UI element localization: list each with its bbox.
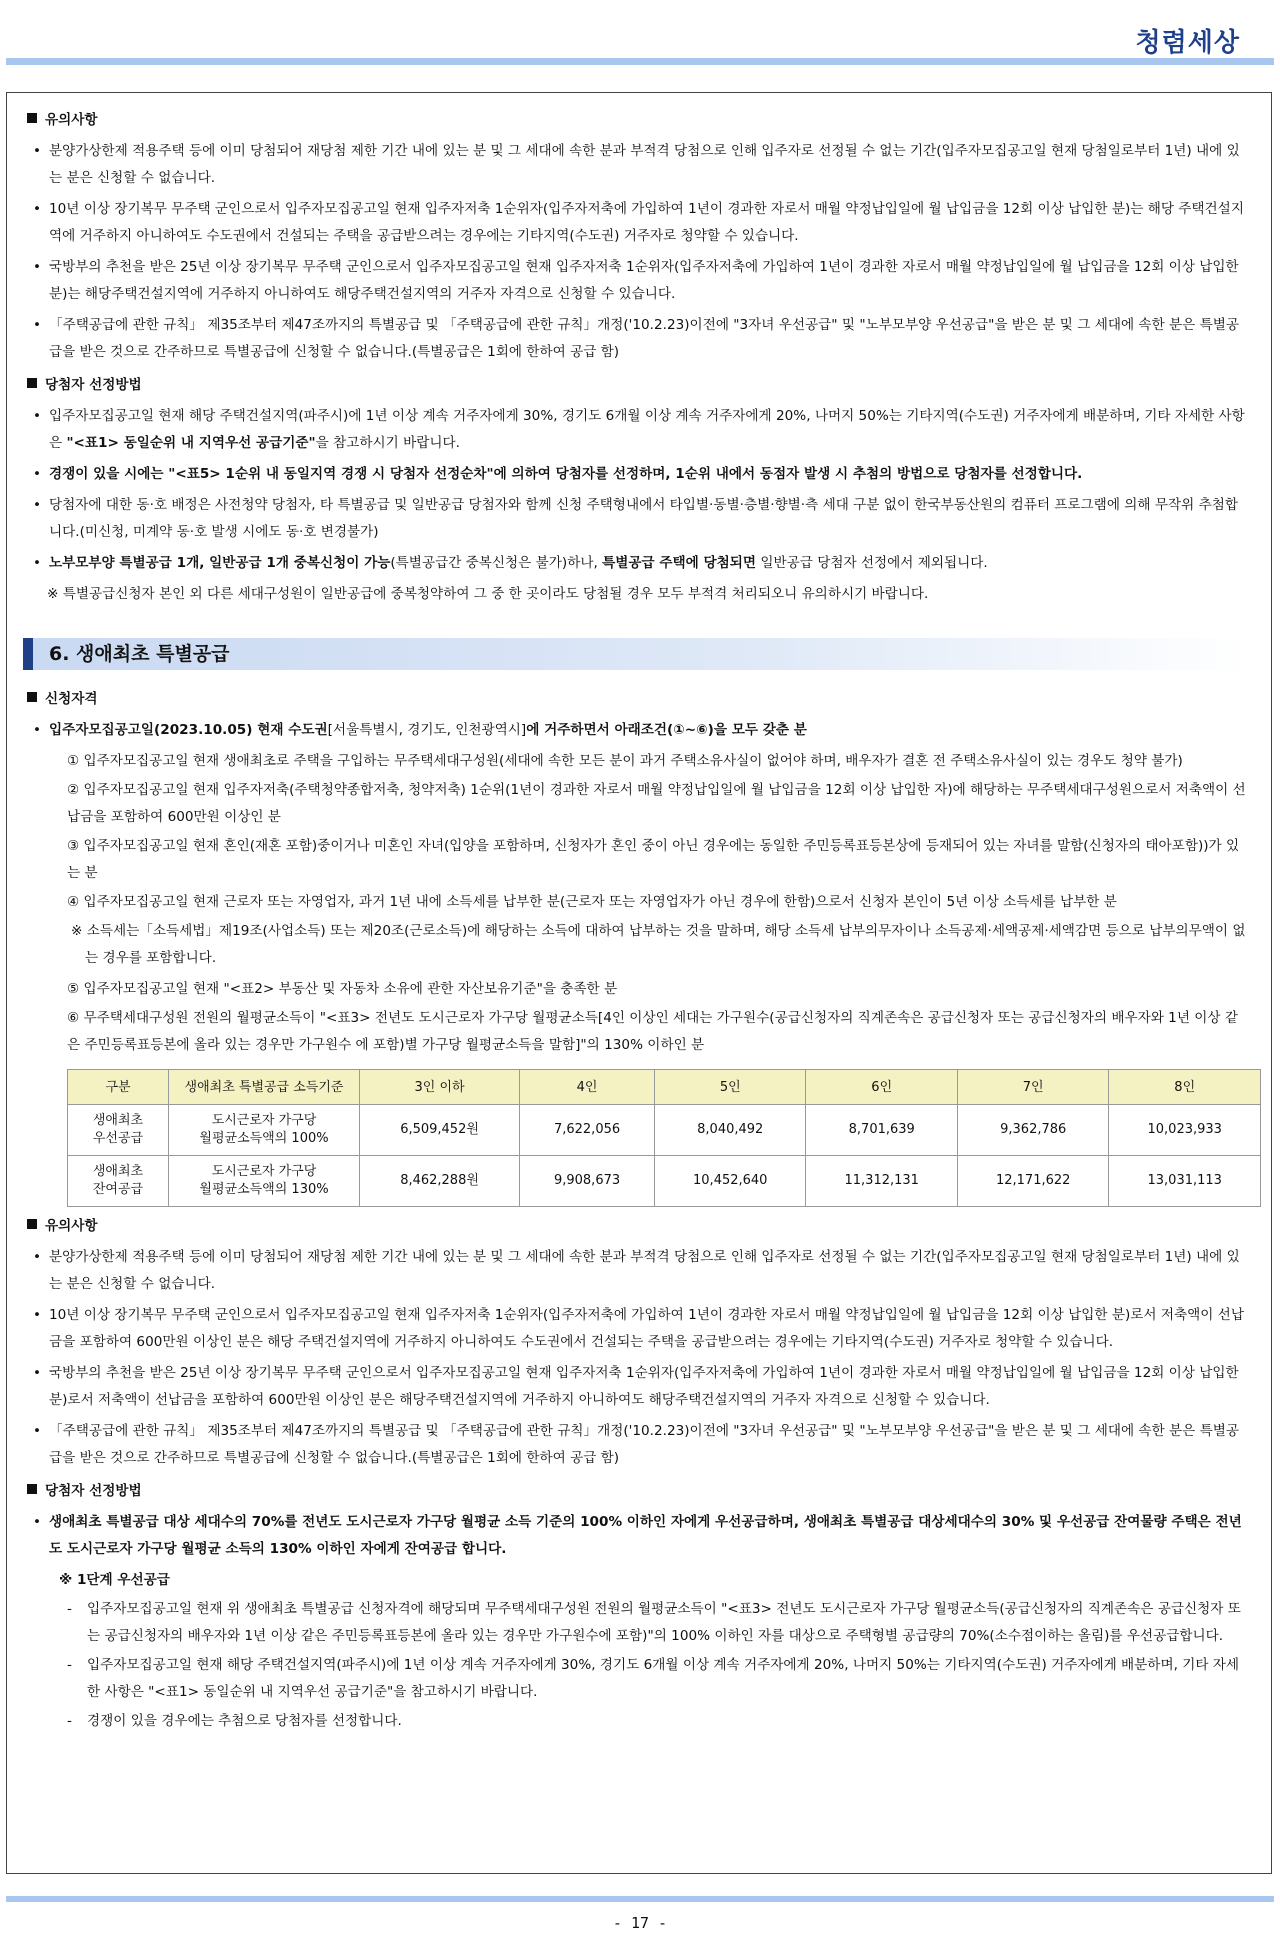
list-item: • 10년 이상 장기복무 무주택 군인으로서 입주자모집공고일 현재 입주자저축 1순위자(입주자저축에 가입하여 1년이 경과한 자로서 매월 약정납입일에 월 납입금을 12회 이상 납입한 분)로서 저축액이 선납금을 포함하여 600만원 이상인 분은 해당 주택건설지역에 거주하지 아니하여도 수도권에서 건설되는 주택을 공급받으려는 경우에는 기타지역(수도권) 거주자로 청약할 수 있습니다. [33, 1307, 1244, 1350]
list-item: • 국방부의 추천을 받은 25년 이상 장기복무 무주택 군인으로서 입주자모집공고일 현재 입주자저축 1순위자(입주자저축에 가입하여 1년이 경과한 자로서 매월 약정납입일에 월 납입금을 12회 이상 납입한 분)로서 저축액이 선납금을 포함하여 600만원 이상인 분은 해당주택건설지역에 거주하지 아니하여도 해당주택건설지역의 거주자 자격으로 신청할 수 있습니다. [33, 1365, 1239, 1408]
section-title: 당첨자 선정방법 [27, 1478, 1251, 1505]
list-item: - 입주자모집공고일 현재 해당 주택건설지역(파주시)에 1년 이상 계속 거주자에게 30%, 경기도 6개월 이상 계속 거주자에게 20%, 나머지 50%는 기타지역(수도권) 거주자에게 배분하며, 기타 자세한 사항은 "<표1> 동일순위 내 지역우선 공급기준"을 참고하시기 바랍니다. [67, 1657, 1240, 1700]
square-bullet-icon [27, 1484, 37, 1494]
header-bar [6, 58, 1274, 65]
section-heading: 6. 생애최초 특별공급 [23, 638, 1251, 670]
list-item: • 10년 이상 장기복무 무주택 군인으로서 입주자모집공고일 현재 입주자저축 1순위자(입주자저축에 가입하여 1년이 경과한 자로서 매월 약정납입일에 월 납입금을 12회 이상 납입한 분)는 해당 주택건설지역에 거주하지 아니하여도 수도권에서 건설되는 주택을 공급받으려는 경우에는 기타지역(수도권) 거주자로 청약할 수 있습니다. [33, 201, 1244, 244]
note: ※ 소득세는「소득세법」제19조(사업소득) 또는 제20조(근로소득)에 해당하는 소득에 대하여 납부하는 것을 말하며, 해당 소득세 납부의무자이나 소득공제·세액공제·세액감면 등으로 납부의무액이 없는 경우를 포함합니다. [71, 923, 1246, 966]
list-item: • 생애최초 특별공급 대상 세대수의 70%를 전년도 도시근로자 가구당 월평균 소득 기준의 100% 이하인 자에게 우선공급하며, 생애최초 특별공급 대상세대수의 30% 및 우선공급 잔여물량 주택은 전년도 도시근로자 가구당 월평균 소득의 130% 이하인 자에게 잔여공급 합니다. [33, 1514, 1242, 1557]
list-item: - 경쟁이 있을 경우에는 추첨으로 당첨자를 선정합니다. [67, 1713, 402, 1729]
section-title: 당첨자 선정방법 [27, 372, 1251, 399]
content [27, 105, 1251, 1737]
list-item: • 당첨자에 대한 동·호 배정은 사전청약 당첨자, 타 특별공급 및 일반공급 당첨자와 함께 신청 주택형내에서 타입별·동별·층별·향별·측 세대 구분 없이 한국부동산원의 컴퓨터 프로그램에 의해 무작위 추첨합니다.(미신청, 미계약 동·호 발생 시에도 동·호 변경불가) [33, 497, 1238, 540]
note: ※ 1단계 우선공급 [59, 1572, 170, 1588]
condition-item: ⑥ 무주택세대구성원 전원의 월평균소득이 "<표3> 전년도 도시근로자 가구당 월평균소득[4인 이상인 세대는 가구원수(공급신청자의 직계존속은 공급신청자 또는 공급신청자의 배우자와 1년 이상 같은 주민등록표등본에 올라 있는 경우만 가구원수 에 포함)별 가구당 월평균소득을 말함]"의 130% 이하인 분 [67, 1010, 1238, 1053]
condition-item: ① 입주자모집공고일 현재 생애최초로 주택을 구입하는 무주택세대구성원(세대에 속한 모든 분이 과거 주택소유사실이 없어야 하며, 배우자가 결혼 전 주택소유사실이 있는 경우도 청약 불가) [67, 753, 1183, 769]
section-title: 신청자격 [27, 686, 1251, 713]
table-row: 생애최초 우선공급 도시근로자 가구당 월평균소득액의 100% 6,509,452원 7,622,056 8,040,492 8,701,639 9,362,786 10,023,933 [68, 1105, 1261, 1156]
list-item: • 경쟁이 있을 시에는 "<표5> 1순위 내 동일지역 경쟁 시 당첨자 선정순차"에 의하여 당첨자를 선정하며, 1순위 내에서 동점자 발생 시 추첨의 방법으로 당첨자를 선정합니다. [33, 466, 1083, 482]
logo-text: 청렴세상 [1135, 28, 1240, 58]
list-item: • 입주자모집공고일(2023.10.05) 현재 수도권[서울특별시, 경기도, 인천광역시]에 거주하면서 아래조건(①~⑥)을 모두 갖춘 분 [33, 722, 807, 738]
square-bullet-icon [27, 113, 37, 123]
square-bullet-icon [27, 1219, 37, 1229]
list-item: • 입주자모집공고일 현재 해당 주택건설지역(파주시)에 1년 이상 계속 거주자에게 30%, 경기도 6개월 이상 계속 거주자에게 20%, 나머지 50%는 기타지역(수도권) 거주자에게 배분하며, 기타 자세한 사항은 "<표1> 동일순위 내 지역우선 공급기준"을 참고하시기 바랍니다. [33, 408, 1245, 451]
list-item: - 입주자모집공고일 현재 위 생애최초 특별공급 신청자격에 해당되며 무주택세대구성원 전원의 월평균소득이 "<표3> 전년도 도시근로자 가구당 월평균소득(공급신청자의 직계존속은 공급신청자 또는 공급신청자의 배우자와 1년 이상 같은 주민등록표등본에 올라 있는 경우만 가구원수에 포함)"의 100% 이하인 자를 대상으로 주택형별 공급량의 70%(소수점이하는 올림)를 우선공급합니다. [67, 1601, 1241, 1644]
section-title: 유의사항 [27, 1213, 1251, 1240]
section-title: 유의사항 [27, 107, 1251, 134]
square-bullet-icon [27, 378, 37, 388]
list-item: • 분양가상한제 적용주택 등에 이미 당첨되어 재당첨 제한 기간 내에 있는 분 및 그 세대에 속한 분과 부적격 당첨으로 인해 입주자로 선정될 수 없는 기간(입주자모집공고일 현재 당첨일로부터 1년) 내에 있는 분은 신청할 수 없습니다. [33, 1249, 1240, 1292]
list-item: • 분양가상한제 적용주택 등에 이미 당첨되어 재당첨 제한 기간 내에 있는 분 및 그 세대에 속한 분과 부적격 당첨으로 인해 입주자로 선정될 수 없는 기간(입주자모집공고일 현재 당첨일로부터 1년) 내에 있는 분은 신청할 수 없습니다. [33, 143, 1240, 186]
page-number: - 17 - [612, 1914, 668, 1932]
table-row: 생애최초 잔여공급 도시근로자 가구당 월평균소득액의 130% 8,462,288원 9,908,673 10,452,640 11,312,131 12,171,622 13,031,113 [68, 1156, 1261, 1207]
list-item: • 노부모부양 특별공급 1개, 일반공급 1개 중복신청이 가능(특별공급간 중복신청은 불가)하나, 특별공급 주택에 당첨되면 일반공급 당첨자 선정에서 제외됩니다. [33, 555, 988, 571]
logo [1136, 22, 1240, 59]
list-item: • 국방부의 추천을 받은 25년 이상 장기복무 무주택 군인으로서 입주자모집공고일 현재 입주자저축 1순위자(입주자저축에 가입하여 1년이 경과한 자로서 매월 약정납입일에 월 납입금을 12회 이상 납입한 분)는 해당주택건설지역에 거주하지 아니하여도 해당주택건설지역의 거주자 자격으로 신청할 수 있습니다. [33, 259, 1239, 302]
note: ※ 특별공급신청자 본인 외 다른 세대구성원이 일반공급에 중복청약하여 그 중 한 곳이라도 당첨될 경우 모두 부적격 처리되오니 유의하시기 바랍니다. [47, 586, 929, 602]
income-table [67, 1069, 1261, 1207]
list-item: • 「주택공급에 관한 규칙」 제35조부터 제47조까지의 특별공급 및 「주택공급에 관한 규칙」개정('10.2.23)이전에 "3자녀 우선공급" 및 "노부모부양 우선공급"을 받은 분 및 그 세대에 속한 분은 특별공급을 받은 것으로 간주하므로 특별공급에 신청할 수 없습니다.(특별공급은 1회에 한하여 공급 함) [33, 1423, 1239, 1466]
footer-bar [6, 1896, 1274, 1902]
condition-item: ⑤ 입주자모집공고일 현재 "<표2> 부동산 및 자동차 소유에 관한 자산보유기준"을 충족한 분 [67, 981, 618, 997]
table-header-row: 구분 생애최초 특별공급 소득기준 3인 이하 4인 5인 6인 7인 8인 [68, 1070, 1261, 1105]
condition-item: ② 입주자모집공고일 현재 입주자저축(주택청약종합저축, 청약저축) 1순위(1년이 경과한 자로서 매월 약정납입일에 월 납입금을 12회 이상 납입한 자)에 해당하는 무주택세대구성원으로서 저축액이 선납금을 포함하여 600만원 이상인 분 [67, 782, 1246, 825]
square-bullet-icon [27, 692, 37, 702]
list-item: • 「주택공급에 관한 규칙」 제35조부터 제47조까지의 특별공급 및 「주택공급에 관한 규칙」개정('10.2.23)이전에 "3자녀 우선공급" 및 "노부모부양 우선공급"을 받은 분 및 그 세대에 속한 분은 특별공급을 받은 것으로 간주하므로 특별공급에 신청할 수 없습니다.(특별공급은 1회에 한하여 공급 함) [33, 317, 1239, 360]
content-frame [6, 92, 1272, 1874]
condition-item: ④ 입주자모집공고일 현재 근로자 또는 자영업자, 과거 1년 내에 소득세를 납부한 분(근로자 또는 자영업자가 아닌 경우에 한함)으로서 신청자 본인이 5년 이상 소득세를 납부한 분 [67, 894, 1117, 910]
condition-item: ③ 입주자모집공고일 현재 혼인(재혼 포함)중이거나 미혼인 자녀(입양을 포함하며, 신청자가 혼인 중이 아닌 경우에는 동일한 주민등록표등본상에 등재되어 있는 자녀를 말함(신청자의 태아포함))가 있는 분 [67, 838, 1240, 881]
